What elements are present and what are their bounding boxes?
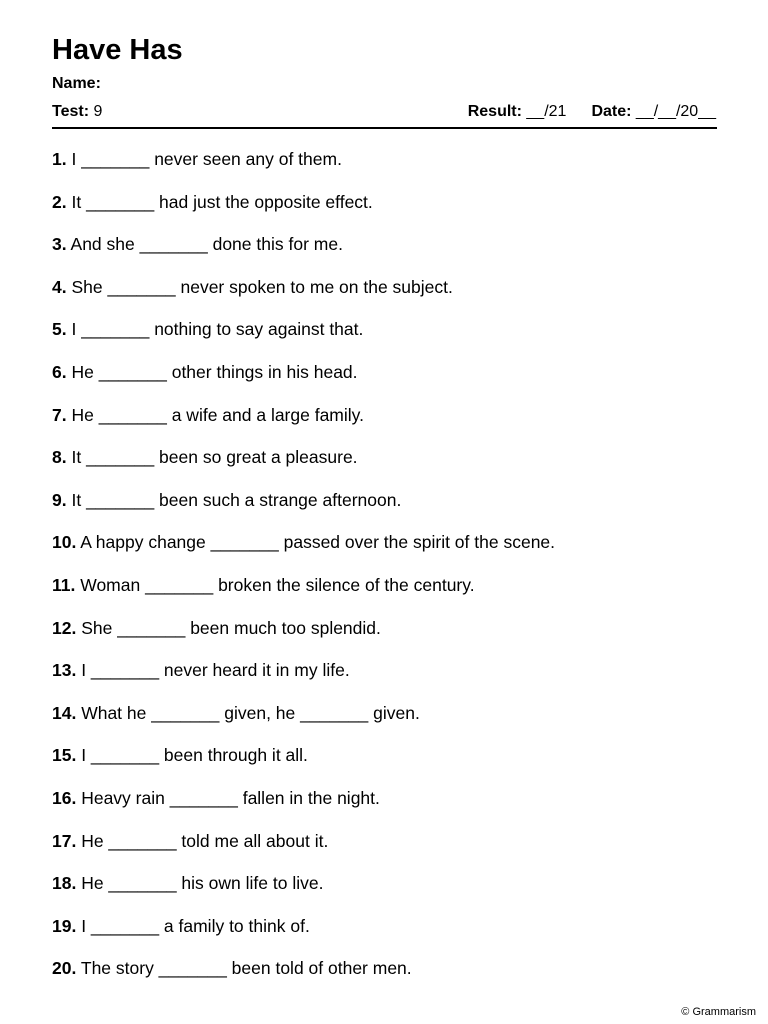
- question-number: 16.: [52, 787, 77, 808]
- date-value: __/__/20__: [635, 103, 716, 120]
- question-text: I _______ never heard it in my life.: [81, 660, 350, 681]
- question-text: What he _______ given, he _______ given.: [81, 702, 420, 723]
- question-item: [52, 702, 732, 745]
- question-text: And she _______ done this for me.: [70, 234, 343, 255]
- question-item: [52, 957, 732, 1000]
- question-text: I _______ a family to think of.: [81, 915, 310, 936]
- question-text: Woman _______ broken the silence of the century.: [80, 574, 475, 595]
- question-item: [52, 744, 732, 787]
- question-text: She _______ never spoken to me on the subject.: [71, 276, 453, 297]
- result-value: __/21: [526, 103, 567, 120]
- question-number: 12.: [52, 617, 77, 638]
- footer-copyright: © Grammarism: [681, 1006, 756, 1018]
- question-number: 20.: [52, 958, 77, 979]
- question-number: 10.: [52, 532, 77, 553]
- question-text: He _______ his own life to live.: [81, 873, 324, 894]
- question-number: 4.: [52, 276, 67, 297]
- question-item: [52, 191, 732, 234]
- question-text: He _______ a wife and a large family.: [71, 404, 364, 425]
- question-item: [52, 915, 732, 958]
- test-meta-row: [52, 102, 716, 122]
- question-number: 11.: [52, 574, 76, 595]
- question-number: 17.: [52, 830, 77, 851]
- question-text: I _______ nothing to say against that.: [71, 319, 364, 340]
- question-item: [52, 318, 732, 361]
- question-item: [52, 361, 732, 404]
- question-text: He _______ told me all about it.: [81, 830, 329, 851]
- question-number: 1.: [52, 149, 67, 169]
- worksheet-title: Have Has: [52, 34, 183, 66]
- name-label: Name:: [52, 75, 101, 92]
- question-number: 18.: [52, 873, 77, 894]
- question-item: [52, 830, 732, 873]
- question-text: She _______ been much too splendid.: [81, 617, 381, 638]
- question-text: Heavy rain _______ fallen in the night.: [81, 787, 380, 808]
- question-number: 9.: [52, 489, 67, 510]
- test-number: 9: [93, 103, 103, 120]
- result-date-group: [468, 102, 716, 122]
- question-number: 3.: [52, 234, 67, 255]
- name-field: [52, 74, 101, 94]
- question-text: It _______ had just the opposite effect.: [71, 191, 373, 212]
- question-item: [52, 617, 732, 660]
- result-label: Result:: [467, 103, 522, 120]
- question-number: 8.: [52, 447, 67, 468]
- question-number: 19.: [52, 915, 77, 936]
- question-text: A happy change _______ passed over the spirit of the scene.: [80, 532, 556, 553]
- header-divider: [52, 127, 717, 129]
- question-item: [52, 787, 732, 830]
- date-field: [591, 103, 716, 120]
- question-number: 5.: [52, 319, 67, 340]
- date-label: Date:: [591, 103, 632, 120]
- question-item: [52, 404, 732, 447]
- question-list: [52, 148, 732, 1000]
- question-text: It _______ been such a strange afternoon.: [71, 489, 402, 510]
- question-number: 7.: [52, 404, 67, 425]
- question-number: 13.: [52, 660, 77, 681]
- question-item: [52, 276, 732, 319]
- question-item: [52, 233, 732, 276]
- result-field: [468, 103, 567, 120]
- question-item: [52, 489, 732, 532]
- question-number: 2.: [52, 191, 67, 212]
- question-item: [52, 531, 732, 574]
- question-item: [52, 446, 732, 489]
- question-item: [52, 659, 732, 702]
- question-text: The story _______ been told of other men.: [80, 958, 412, 979]
- test-number-field: [52, 102, 102, 122]
- question-text: I _______ never seen any of them.: [71, 149, 342, 169]
- test-label: Test:: [52, 103, 90, 120]
- question-item: [52, 148, 732, 191]
- question-text: I _______ been through it all.: [81, 745, 308, 766]
- question-text: It _______ been so great a pleasure.: [71, 447, 358, 468]
- question-item: [52, 872, 732, 915]
- question-number: 14.: [52, 702, 77, 723]
- question-number: 6.: [52, 361, 67, 382]
- question-item: [52, 574, 732, 617]
- question-number: 15.: [52, 745, 77, 766]
- question-text: He _______ other things in his head.: [71, 361, 358, 382]
